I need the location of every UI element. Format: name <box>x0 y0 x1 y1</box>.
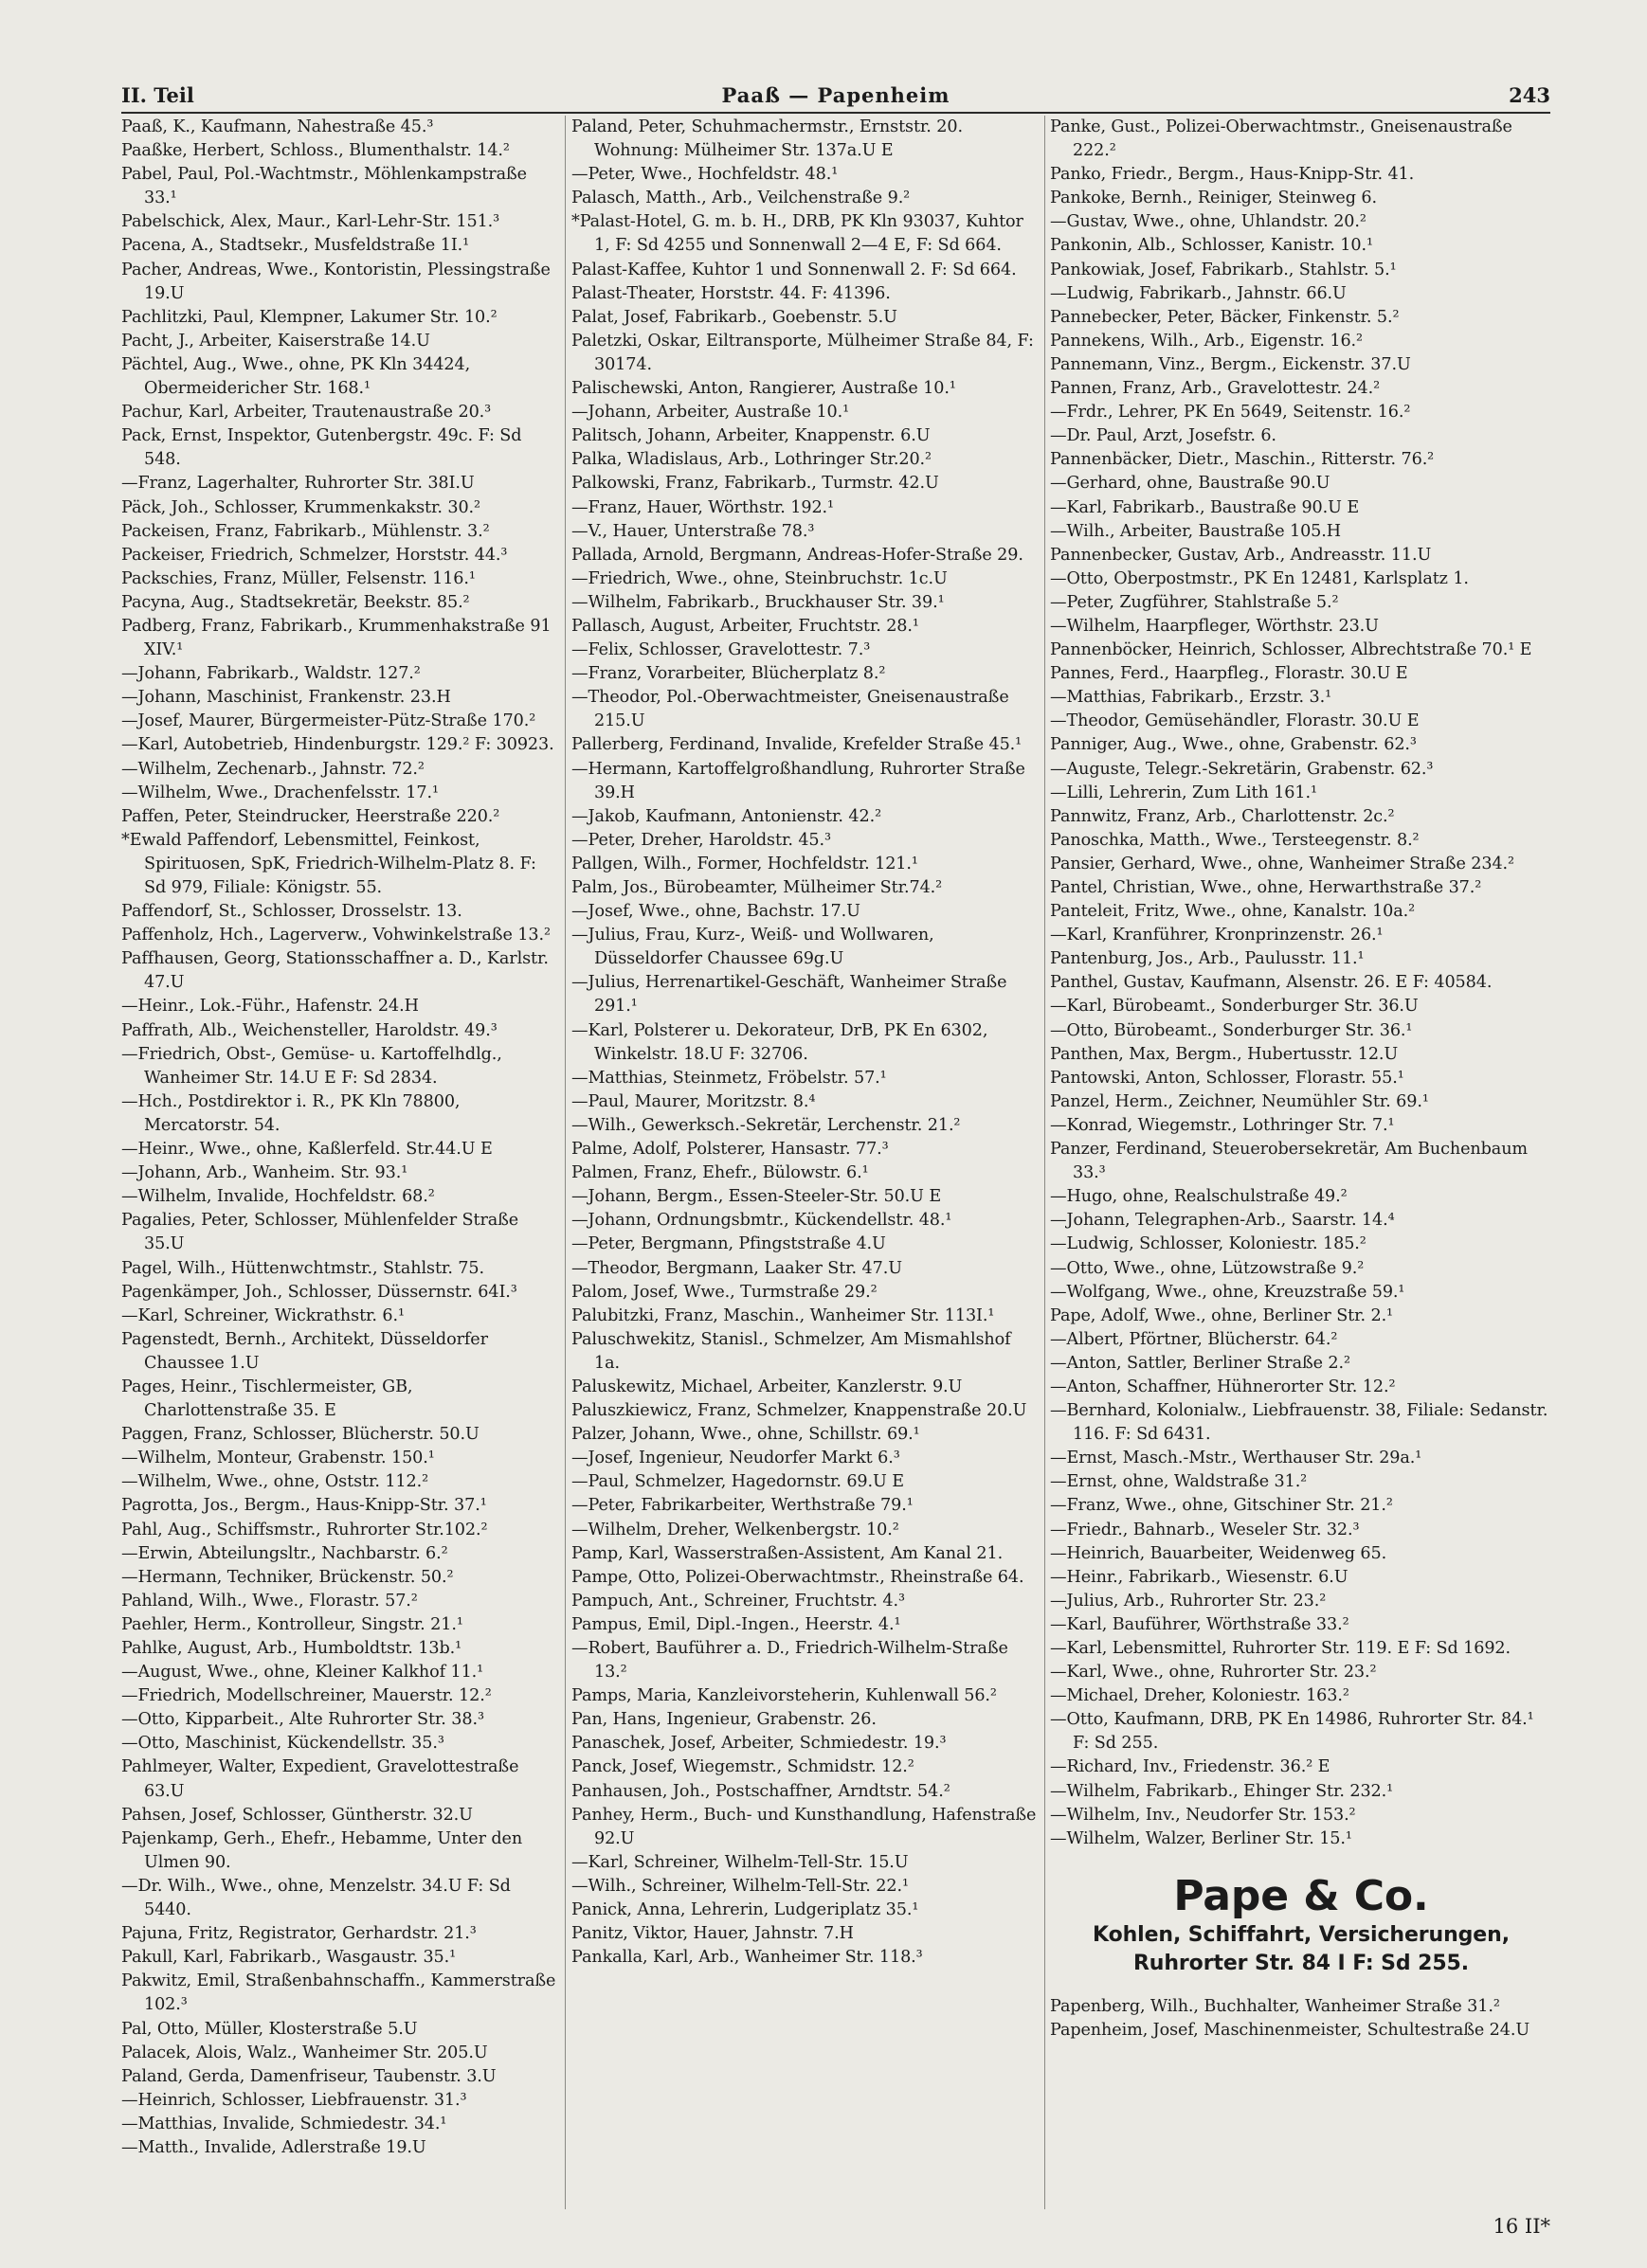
directory-entry: Panniger, Aug., Wwe., ohne, Grabenstr. 62.³ <box>1050 735 1417 755</box>
directory-entry: Pacena, A., Stadtsekr., Musfeldstraße 1I.¹ <box>121 236 470 256</box>
directory-entry: —Karl, Wwe., ohne, Ruhrorter Str. 23.² <box>1050 1663 1377 1683</box>
directory-column-1 <box>121 116 559 2209</box>
ad-line-1: Kohlen, Schiffahrt, Versicherungen, <box>1093 1922 1510 1947</box>
directory-entry: —Johann, Maschinist, Frankenstr. 23.H <box>121 688 451 708</box>
directory-entry: Paletzki, Oskar, Eiltransporte, Mülheimer Straße 84, F: 30174. <box>571 331 1034 374</box>
directory-entry: —Karl, Schreiner, Wilhelm-Tell-Str. 15.U <box>571 1852 909 1872</box>
directory-entry: Paffen, Peter, Steindrucker, Heerstraße 220.² <box>121 806 500 826</box>
directory-entry: Pankonin, Alb., Schlosser, Kanistr. 10.¹ <box>1050 236 1373 256</box>
directory-entry: Panoschka, Matth., Wwe., Tersteegenstr. 8.² <box>1050 830 1420 850</box>
directory-entry: —Gerhard, ohne, Baustraße 90.U <box>1050 474 1330 494</box>
directory-entry: Palast-Kaffee, Kuhtor 1 und Sonnenwall 2. F: Sd 664. <box>571 260 1017 279</box>
directory-entry: —Wilhelm, Dreher, Welkenbergstr. 10.² <box>571 1520 899 1539</box>
directory-entry: Pannen, Franz, Arb., Gravelottestr. 24.² <box>1050 379 1381 399</box>
directory-entry: Pajenkamp, Gerh., Ehefr., Hebamme, Unter den Ulmen 90. <box>121 1828 523 1872</box>
directory-entry: —Karl, Polsterer u. Dekorateur, DrB, PK En 6302, Winkelstr. 18.U F: 32706. <box>571 1020 988 1064</box>
directory-entry: Palme, Adolf, Polsterer, Hansastr. 77.³ <box>571 1140 889 1160</box>
page-range-title: Paaß — Papenheim <box>721 83 950 107</box>
directory-entry: Papenheim, Josef, Maschinenmeister, Schultestraße 24.U <box>1050 2020 1530 2040</box>
ad-title: Pape & Co. <box>1173 1871 1429 1920</box>
directory-entry: Pahsen, Josef, Schlosser, Güntherstr. 32.U <box>121 1805 473 1825</box>
directory-entry: —Otto, Oberpostmstr., PK En 12481, Karlsplatz 1. <box>1050 568 1469 588</box>
directory-entry: Pabel, Paul, Pol.-Wachtmstr., Möhlenkampstraße 33.¹ <box>121 165 527 208</box>
column-3-entries <box>1050 116 1552 1851</box>
directory-entry: —Ernst, ohne, Waldstraße 31.² <box>1050 1472 1308 1492</box>
directory-entry: Palzer, Johann, Wwe., ohne, Schillstr. 69.¹ <box>571 1425 920 1445</box>
directory-entry: Pal, Otto, Müller, Klosterstraße 5.U <box>121 2019 418 2039</box>
directory-entry: Pächtel, Aug., Wwe., ohne, PK Kln 34424, Obermeidericher Str. 168.¹ <box>121 354 471 399</box>
directory-entry: —Wilhelm, Zechenarb., Jahnstr. 72.² <box>121 759 425 779</box>
directory-entry: —Ludwig, Fabrikarb., Jahnstr. 66.U <box>1050 283 1347 303</box>
directory-entry: Pallgen, Wilh., Former, Hochfeldstr. 121.¹ <box>571 854 918 873</box>
directory-entry: Pannenböcker, Heinrich, Schlosser, Albrechtstraße 70.¹ E <box>1050 640 1532 660</box>
directory-entry: Packschies, Franz, Müller, Felsenstr. 116.¹ <box>121 568 476 588</box>
directory-entry: —Wilhelm, Haarpfleger, Wörthstr. 23.U <box>1050 616 1379 636</box>
directory-entry: Panhey, Herm., Buch- und Kunsthandlung, Hafenstraße 92.U <box>571 1805 1037 1848</box>
directory-entry: Palka, Wladislaus, Arb., Lothringer Str.20.² <box>571 450 932 470</box>
directory-entry: Panaschek, Josef, Arbeiter, Schmiedestr. 19.³ <box>571 1734 947 1754</box>
directory-entry: Pampuch, Ant., Schreiner, Fruchtstr. 4.³ <box>571 1591 905 1611</box>
directory-entry: —Karl, Lebensmittel, Ruhrorter Str. 119. E F: Sd 1692. <box>1050 1639 1511 1658</box>
directory-entry: Pagalies, Peter, Schlosser, Mühlenfelder Straße 35.U <box>121 1211 519 1254</box>
column-divider <box>565 116 566 2209</box>
directory-entry: Pajuna, Fritz, Registrator, Gerhardstr. 21.³ <box>121 1924 477 1944</box>
page-number: 243 <box>1509 83 1550 107</box>
directory-entry: Pachlitzki, Paul, Klempner, Lakumer Str. 10.² <box>121 307 498 327</box>
column-divider <box>1044 116 1045 2209</box>
directory-entry: Panck, Josef, Wiegemstr., Schmidstr. 12.² <box>571 1757 914 1777</box>
directory-entry: —Wilh., Gewerksch.-Sekretär, Lerchenstr. 21.² <box>571 1115 961 1135</box>
directory-entry: —Karl, Bürobeamt., Sonderburger Str. 36.U <box>1050 997 1419 1017</box>
directory-entry: —Albert, Pförtner, Blücherstr. 64.² <box>1050 1329 1338 1349</box>
directory-entry: —Theodor, Pol.-Oberwachtmeister, Gneisenaustraße 215.U <box>571 688 1009 731</box>
directory-entry: Palacek, Alois, Walz., Wanheimer Str. 205.U <box>121 2043 488 2062</box>
directory-entry: —Johann, Fabrikarb., Waldstr. 127.² <box>121 664 421 684</box>
directory-entry: —Karl, Kranführer, Kronprinzenstr. 26.¹ <box>1050 926 1384 945</box>
directory-entry: Panzer, Ferdinand, Steuerobersekretär, Am Buchenbaum 33.³ <box>1050 1140 1529 1183</box>
column-3-entries-after-ad <box>1050 1995 1552 2043</box>
directory-entry: —Wilhelm, Invalide, Hochfeldstr. 68.² <box>121 1187 435 1207</box>
directory-entry: Palischewski, Anton, Rangierer, Austraße 10.¹ <box>571 379 956 399</box>
directory-entry: —Ludwig, Schlosser, Koloniestr. 185.² <box>1050 1234 1366 1254</box>
directory-entry: Palubitzki, Franz, Maschin., Wanheimer Str. 113I.¹ <box>571 1305 995 1325</box>
directory-entry: —Richard, Inv., Friedenstr. 36.² E <box>1050 1757 1330 1777</box>
directory-entry: —Karl, Bauführer, Wörthstraße 33.² <box>1050 1614 1349 1634</box>
directory-entry: Palast-Theater, Horststr. 44. F: 41396. <box>571 283 891 303</box>
directory-entry: Pahl, Aug., Schiffsmstr., Ruhrorter Str.102.² <box>121 1520 488 1539</box>
directory-entry: Paffrath, Alb., Weichensteller, Haroldstr. 49.³ <box>121 1020 498 1040</box>
directory-entry: —Matthias, Steinmetz, Fröbelstr. 57.¹ <box>571 1068 887 1088</box>
directory-entry: —Gustav, Wwe., ohne, Uhlandstr. 20.² <box>1050 212 1366 232</box>
directory-entry: Pape, Adolf, Wwe., ohne, Berliner Str. 2.¹ <box>1050 1305 1394 1325</box>
directory-entry: Pacher, Andreas, Wwe., Kontoristin, Plessingstraße 19.U <box>121 260 551 303</box>
directory-entry: Pamp, Karl, Wasserstraßen-Assistent, Am Kanal 21. <box>571 1543 1004 1563</box>
directory-entry: —Wilhelm, Wwe., ohne, Oststr. 112.² <box>121 1472 429 1492</box>
directory-entry: —Franz, Wwe., ohne, Gitschiner Str. 21.² <box>1050 1496 1393 1516</box>
directory-entry: —Frdr., Lehrer, PK En 5649, Seitenstr. 16.² <box>1050 403 1411 423</box>
directory-entry: —Paul, Maurer, Moritzstr. 8.⁴ <box>571 1091 816 1111</box>
directory-entry: Paaß, K., Kaufmann, Nahestraße 45.³ <box>121 117 434 136</box>
directory-entry: —Paul, Schmelzer, Hagedornstr. 69.U E <box>571 1472 904 1492</box>
directory-entry: Pannwitz, Franz, Arb., Charlottenstr. 2c.² <box>1050 806 1395 826</box>
directory-entry: Pagenstedt, Bernh., Architekt, Düsseldorfer Chaussee 1.U <box>121 1329 488 1373</box>
directory-entry: —Michael, Dreher, Koloniestr. 163.² <box>1050 1686 1349 1706</box>
directory-entry: —Karl, Autobetrieb, Hindenburgstr. 129.² F: 30923. <box>121 735 554 755</box>
directory-entry: Pantowski, Anton, Schlosser, Florastr. 55.¹ <box>1050 1068 1404 1088</box>
directory-entry: Pahland, Wilh., Wwe., Florastr. 57.² <box>121 1591 418 1611</box>
directory-entry: Pagel, Wilh., Hüttenwchtmstr., Stahlstr. 75. <box>121 1258 484 1278</box>
directory-column-2 <box>571 116 1039 2209</box>
directory-entry: —Lilli, Lehrerin, Zum Lith 161.¹ <box>1050 783 1317 802</box>
directory-entry: Palasch, Matth., Arb., Veilchenstraße 9.² <box>571 189 911 208</box>
directory-entry: Papenberg, Wilh., Buchhalter, Wanheimer Straße 31.² <box>1050 1996 1500 2016</box>
directory-entry: —Heinr., Fabrikarb., Wiesenstr. 6.U <box>1050 1567 1348 1587</box>
directory-entry: Pankalla, Karl, Arb., Wanheimer Str. 118.³ <box>571 1948 923 1968</box>
directory-entry: —V., Hauer, Unterstraße 78.³ <box>571 521 815 541</box>
directory-entry: —Heinr., Wwe., ohne, Kaßlerfeld. Str.44.U E <box>121 1140 493 1160</box>
advertisement-box <box>1050 1872 1552 1978</box>
directory-entry: Paluskewitz, Michael, Arbeiter, Kanzlerstr. 9.U <box>571 1377 963 1396</box>
directory-entry: —Otto, Maschinist, Kückendellstr. 35.³ <box>121 1734 444 1754</box>
directory-entry: —Karl, Schreiner, Wickrathstr. 6.¹ <box>121 1305 405 1325</box>
directory-entry: Pansier, Gerhard, Wwe., ohne, Wanheimer Straße 234.² <box>1050 854 1514 873</box>
directory-entry: —Hch., Postdirektor i. R., PK Kln 78800, Mercatorstr. 54. <box>121 1091 461 1135</box>
directory-entry: Pakull, Karl, Fabrikarb., Wasgaustr. 35.¹ <box>121 1948 457 1968</box>
page-header <box>121 83 1550 112</box>
directory-entry: —Theodor, Bergmann, Laaker Str. 47.U <box>571 1258 902 1278</box>
directory-entry: —Wilhelm, Fabrikarb., Bruckhauser Str. 39.¹ <box>571 592 945 612</box>
directory-entry: Panke, Gust., Polizei-Oberwachtmstr., Gneisenaustraße 222.² <box>1050 117 1512 161</box>
directory-entry: Panhausen, Joh., Postschaffner, Arndtstr. 54.² <box>571 1781 950 1801</box>
directory-entry: *Ewald Paffendorf, Lebensmittel, Feinkost, Spirituosen, SpK, Friedrich-Wilhelm-Platz 8. F: Sd 979, Filiale: Königstr. 55. <box>121 830 536 897</box>
directory-entry: —Otto, Wwe., ohne, Lützowstraße 9.² <box>1050 1258 1365 1278</box>
directory-entry: —Peter, Wwe., Hochfeldstr. 48.¹ <box>571 165 839 185</box>
directory-entry: —Matthias, Fabrikarb., Erzstr. 3.¹ <box>1050 688 1332 708</box>
directory-entry: Paffendorf, St., Schlosser, Drosselstr. 13. <box>121 902 462 922</box>
directory-entry: Pannes, Ferd., Haarpfleg., Florastr. 30.U E <box>1050 664 1408 684</box>
directory-entry: Pankowiak, Josef, Fabrikarb., Stahlstr. 5.¹ <box>1050 260 1397 279</box>
directory-column-3 <box>1050 116 1552 2209</box>
directory-entry: —Wilh., Arbeiter, Baustraße 105.H <box>1050 521 1342 541</box>
directory-entry: Pacyna, Aug., Stadtsekretär, Beekstr. 85.² <box>121 592 470 612</box>
directory-entry: —Peter, Fabrikarbeiter, Werthstraße 79.¹ <box>571 1496 914 1516</box>
directory-entry: —Wilhelm, Wwe., Drachenfelsstr. 17.¹ <box>121 783 439 802</box>
section-label: II. Teil <box>121 83 194 107</box>
directory-entry: —Theodor, Gemüsehändler, Florastr. 30.U E <box>1050 711 1420 731</box>
directory-entry: Paggen, Franz, Schlosser, Blücherstr. 50.U <box>121 1425 480 1445</box>
directory-entry: —Auguste, Telegr.-Sekretärin, Grabenstr. 62.³ <box>1050 759 1434 779</box>
directory-entry: —Johann, Telegraphen-Arb., Saarstr. 14.⁴ <box>1050 1211 1395 1231</box>
directory-entry: —Johann, Ordnungsbmtr., Kückendellstr. 48.¹ <box>571 1211 952 1231</box>
directory-entry: —Erwin, Abteilungsltr., Nachbarstr. 6.² <box>121 1543 448 1563</box>
directory-entry: Palm, Jos., Bürobeamter, Mülheimer Str.74.² <box>571 878 943 897</box>
directory-entry: *Palast-Hotel, G. m. b. H., DRB, PK Kln 93037, Kuhtor 1, F: Sd 4255 und Sonnenwall 2—4 E, F: Sd 664. <box>571 212 1023 256</box>
directory-entry: Pannebecker, Peter, Bäcker, Finkenstr. 5.² <box>1050 307 1400 327</box>
directory-entry: —Johann, Arbeiter, Austraße 10.¹ <box>571 403 850 423</box>
directory-entry: —Friedrich, Wwe., ohne, Steinbruchstr. 1c.U <box>571 568 948 588</box>
directory-entry: Padberg, Franz, Fabrikarb., Krummenhakstraße 91 XIV.¹ <box>121 616 552 660</box>
directory-entry: Panick, Anna, Lehrerin, Ludgeriplatz 35.¹ <box>571 1900 919 1920</box>
directory-entry: Päck, Joh., Schlosser, Krummenkakstr. 30.² <box>121 497 480 517</box>
directory-entry: —Karl, Fabrikarb., Baustraße 90.U E <box>1050 497 1360 517</box>
directory-entry: Paland, Gerda, Damenfriseur, Taubenstr. 3.U <box>121 2066 497 2086</box>
directory-entry: Panthel, Gustav, Kaufmann, Alsenstr. 26. E F: 40584. <box>1050 973 1493 993</box>
header-rule <box>121 112 1550 114</box>
directory-entry: Panko, Friedr., Bergm., Haus-Knipp-Str. 41. <box>1050 165 1415 185</box>
directory-entry: —Jakob, Kaufmann, Antonienstr. 42.² <box>571 806 882 826</box>
directory-entry: —Dr. Paul, Arzt, Josefstr. 6. <box>1050 426 1276 446</box>
directory-entry: Paffenholz, Hch., Lagerverw., Vohwinkelstraße 13.² <box>121 926 551 945</box>
directory-entry: —Heinrich, Schlosser, Liebfrauenstr. 31.³ <box>121 2090 467 2110</box>
directory-entry: Pagrotta, Jos., Bergm., Haus-Knipp-Str. 37.¹ <box>121 1496 487 1516</box>
directory-entry: —Konrad, Wiegemstr., Lothringer Str. 7.¹ <box>1050 1115 1395 1135</box>
directory-entry: Panthen, Max, Bergm., Hubertusstr. 12.U <box>1050 1044 1399 1064</box>
directory-entry: —Wilhelm, Monteur, Grabenstr. 150.¹ <box>121 1449 435 1468</box>
directory-entry: —Otto, Kipparbeit., Alte Ruhrorter Str. 38.³ <box>121 1710 484 1730</box>
directory-entry: Pampe, Otto, Polizei-Oberwachtmstr., Rheinstraße 64. <box>571 1567 1024 1587</box>
directory-entry: Pamps, Maria, Kanzleivorsteherin, Kuhlenwall 56.² <box>571 1686 997 1706</box>
directory-entry: Pahlke, August, Arb., Humboldtstr. 13b.¹ <box>121 1639 462 1658</box>
directory-entry: Paffhausen, Georg, Stationsschaffner a. D., Karlstr. 47.U <box>121 949 549 993</box>
directory-entry: —August, Wwe., ohne, Kleiner Kalkhof 11.¹ <box>121 1663 484 1683</box>
ad-line-2: Ruhrorter Str. 84 I F: Sd 255. <box>1132 1951 1470 1975</box>
directory-entry: Pantenburg, Jos., Arb., Paulusstr. 11.¹ <box>1050 949 1365 969</box>
directory-entry: Pakwitz, Emil, Straßenbahnschaffn., Kammerstraße 102.³ <box>121 1971 556 2015</box>
directory-entry: Panzel, Herm., Zeichner, Neumühler Str. 69.¹ <box>1050 1091 1429 1111</box>
directory-entry: —Robert, Bauführer a. D., Friedrich-Wilhelm-Straße 13.² <box>571 1639 1008 1683</box>
directory-entry: Pantel, Christian, Wwe., ohne, Herwarthstraße 37.² <box>1050 878 1482 897</box>
directory-entry: Pannenbecker, Gustav, Arb., Andreasstr. 11.U <box>1050 545 1432 565</box>
directory-entry: Palmen, Franz, Ehefr., Bülowstr. 6.¹ <box>571 1163 869 1183</box>
directory-entry: —Bernhard, Kolonialw., Liebfrauenstr. 38, Filiale: Sedanstr. 116. F: Sd 6431. <box>1050 1401 1548 1445</box>
directory-entry: —Wilh., Schreiner, Wilhelm-Tell-Str. 22.¹ <box>571 1876 909 1896</box>
directory-entry: —Otto, Kaufmann, DRB, PK En 14986, Ruhrorter Str. 84.¹ F: Sd 255. <box>1050 1710 1534 1754</box>
directory-entry: —Peter, Dreher, Haroldstr. 45.³ <box>571 830 831 850</box>
directory-entry: —Dr. Wilh., Wwe., ohne, Menzelstr. 34.U F: Sd 5440. <box>121 1876 511 1920</box>
directory-entry: —Heinrich, Bauarbeiter, Weidenweg 65. <box>1050 1543 1387 1563</box>
directory-entry: Pan, Hans, Ingenieur, Grabenstr. 26. <box>571 1710 877 1730</box>
directory-entry: Pachur, Karl, Arbeiter, Trautenaustraße 20.³ <box>121 403 492 423</box>
directory-entry: —Hugo, ohne, Realschulstraße 49.² <box>1050 1187 1348 1207</box>
directory-entry: Pannemann, Vinz., Bergm., Eickenstr. 37.U <box>1050 354 1411 374</box>
directory-entry: —Josef, Maurer, Bürgermeister-Pütz-Straße 170.² <box>121 711 536 731</box>
directory-entry: —Anton, Sattler, Berliner Straße 2.² <box>1050 1353 1350 1373</box>
directory-entry: Palkowski, Franz, Fabrikarb., Turmstr. 42.U <box>571 474 939 494</box>
directory-entry: —Matthias, Invalide, Schmiedestr. 34.¹ <box>121 2114 447 2133</box>
directory-entry: —Julius, Arb., Ruhrorter Str. 23.² <box>1050 1591 1327 1611</box>
directory-entry: —Peter, Bergmann, Pfingststraße 4.U <box>571 1234 886 1254</box>
directory-entry: Palat, Josef, Fabrikarb., Goebenstr. 5.U <box>571 307 897 327</box>
directory-entry: —Wilhelm, Inv., Neudorfer Str. 153.² <box>1050 1805 1356 1825</box>
directory-entry: —Anton, Schaffner, Hühnerorter Str. 12.² <box>1050 1377 1396 1396</box>
directory-entry: Pabelschick, Alex, Maur., Karl-Lehr-Str. 151.³ <box>121 212 500 232</box>
directory-entry: Pannenbäcker, Dietr., Maschin., Ritterstr. 76.² <box>1050 450 1435 470</box>
directory-entry: Paluschwekitz, Stanisl., Schmelzer, Am Mismahlshof 1a. <box>571 1329 1011 1373</box>
directory-entry: —Ernst, Masch.-Mstr., Werthauser Str. 29a.¹ <box>1050 1449 1422 1468</box>
directory-entry: Pagenkämper, Joh., Schlosser, Düssernstr. 64I.³ <box>121 1282 517 1302</box>
directory-entry: Pampus, Emil, Dipl.-Ingen., Heerstr. 4.¹ <box>571 1614 901 1634</box>
directory-entry: Pallasch, August, Arbeiter, Fruchtstr. 28.¹ <box>571 616 919 636</box>
directory-entry: —Julius, Herrenartikel-Geschäft, Wanheimer Straße 291.¹ <box>571 973 1007 1017</box>
directory-entry: Pallada, Arnold, Bergmann, Andreas-Hofer-Straße 29. <box>571 545 1023 565</box>
directory-entry: Pahlmeyer, Walter, Expedient, Gravelottestraße 63.U <box>121 1757 519 1801</box>
directory-entry: —Josef, Ingenieur, Neudorfer Markt 6.³ <box>571 1449 900 1468</box>
directory-entry: —Peter, Zugführer, Stahlstraße 5.² <box>1050 592 1339 612</box>
directory-entry: —Hermann, Kartoffelgroßhandlung, Ruhrorter Straße 39.H <box>571 759 1025 802</box>
directory-entry: Pages, Heinr., Tischlermeister, GB, Charlottenstraße 35. E <box>121 1377 413 1421</box>
directory-entry: —Franz, Lagerhalter, Ruhrorter Str. 38I.U <box>121 474 475 494</box>
directory-entry: Pallerberg, Ferdinand, Invalide, Krefelder Straße 45.¹ <box>571 735 1023 755</box>
directory-entry: —Matth., Invalide, Adlerstraße 19.U <box>121 2137 426 2157</box>
directory-entry: Palitsch, Johann, Arbeiter, Knappenstr. 6.U <box>571 426 931 446</box>
directory-entry: —Heinr., Lok.-Führ., Hafenstr. 24.H <box>121 997 419 1017</box>
directory-entry: —Friedrich, Obst-, Gemüse- u. Kartoffelhdlg., Wanheimer Str. 14.U E F: Sd 2834. <box>121 1044 502 1088</box>
directory-entry: Palom, Josef, Wwe., Turmstraße 29.² <box>571 1282 878 1302</box>
directory-entry: Paland, Peter, Schuhmachermstr., Ernststr. 20. Wohnung: Mülheimer Str. 137a.U E <box>571 117 963 161</box>
directory-entry: —Hermann, Techniker, Brückenstr. 50.² <box>121 1567 454 1587</box>
directory-entry: Pankoke, Bernh., Reiniger, Steinweg 6. <box>1050 189 1377 208</box>
directory-entry: —Johann, Bergm., Essen-Steeler-Str. 50.U E <box>571 1187 942 1207</box>
directory-entry: Paaßke, Herbert, Schloss., Blumenthalstr. 14.² <box>121 141 510 161</box>
directory-entry: Paluszkiewicz, Franz, Schmelzer, Knappenstraße 20.U <box>571 1401 1027 1421</box>
directory-entry: —Johann, Arb., Wanheim. Str. 93.¹ <box>121 1163 408 1183</box>
directory-entry: —Felix, Schlosser, Gravelottestr. 7.³ <box>571 640 871 660</box>
directory-entry: —Friedr., Bahnarb., Weseler Str. 32.³ <box>1050 1520 1360 1539</box>
directory-entry: Pacht, J., Arbeiter, Kaiserstraße 14.U <box>121 331 430 351</box>
directory-entry: —Julius, Frau, Kurz-, Weiß- und Wollwaren, Düsseldorfer Chaussee 69g.U <box>571 926 934 969</box>
directory-entry: Panteleit, Fritz, Wwe., ohne, Kanalstr. 10a.² <box>1050 902 1416 922</box>
directory-entry: —Wilhelm, Fabrikarb., Ehinger Str. 232.¹ <box>1050 1781 1394 1801</box>
directory-entry: Packeisen, Franz, Fabrikarb., Mühlenstr. 3.² <box>121 521 490 541</box>
directory-entry: —Franz, Hauer, Wörthstr. 192.¹ <box>571 497 835 517</box>
directory-entry: —Franz, Vorarbeiter, Blücherplatz 8.² <box>571 664 886 684</box>
directory-entry: Pack, Ernst, Inspektor, Gutenbergstr. 49c. F: Sd 548. <box>121 426 522 470</box>
directory-entry: —Friedrich, Modellschreiner, Mauerstr. 12.² <box>121 1686 492 1706</box>
directory-entry: Packeiser, Friedrich, Schmelzer, Horststr. 44.³ <box>121 545 508 565</box>
directory-entry: —Otto, Bürobeamt., Sonderburger Str. 36.¹ <box>1050 1020 1413 1040</box>
directory-entry: Panitz, Viktor, Hauer, Jahnstr. 7.H <box>571 1924 854 1944</box>
directory-entry: —Wolfgang, Wwe., ohne, Kreuzstraße 59.¹ <box>1050 1282 1405 1302</box>
directory-entry: —Wilhelm, Walzer, Berliner Str. 15.¹ <box>1050 1828 1352 1848</box>
directory-entry: Paehler, Herm., Kontrolleur, Singstr. 21.¹ <box>121 1614 463 1634</box>
directory-entry: Pannekens, Wilh., Arb., Eigenstr. 16.² <box>1050 331 1363 351</box>
printer-signature: 16 II* <box>1493 2215 1550 2238</box>
directory-entry: —Josef, Wwe., ohne, Bachstr. 17.U <box>571 902 860 922</box>
